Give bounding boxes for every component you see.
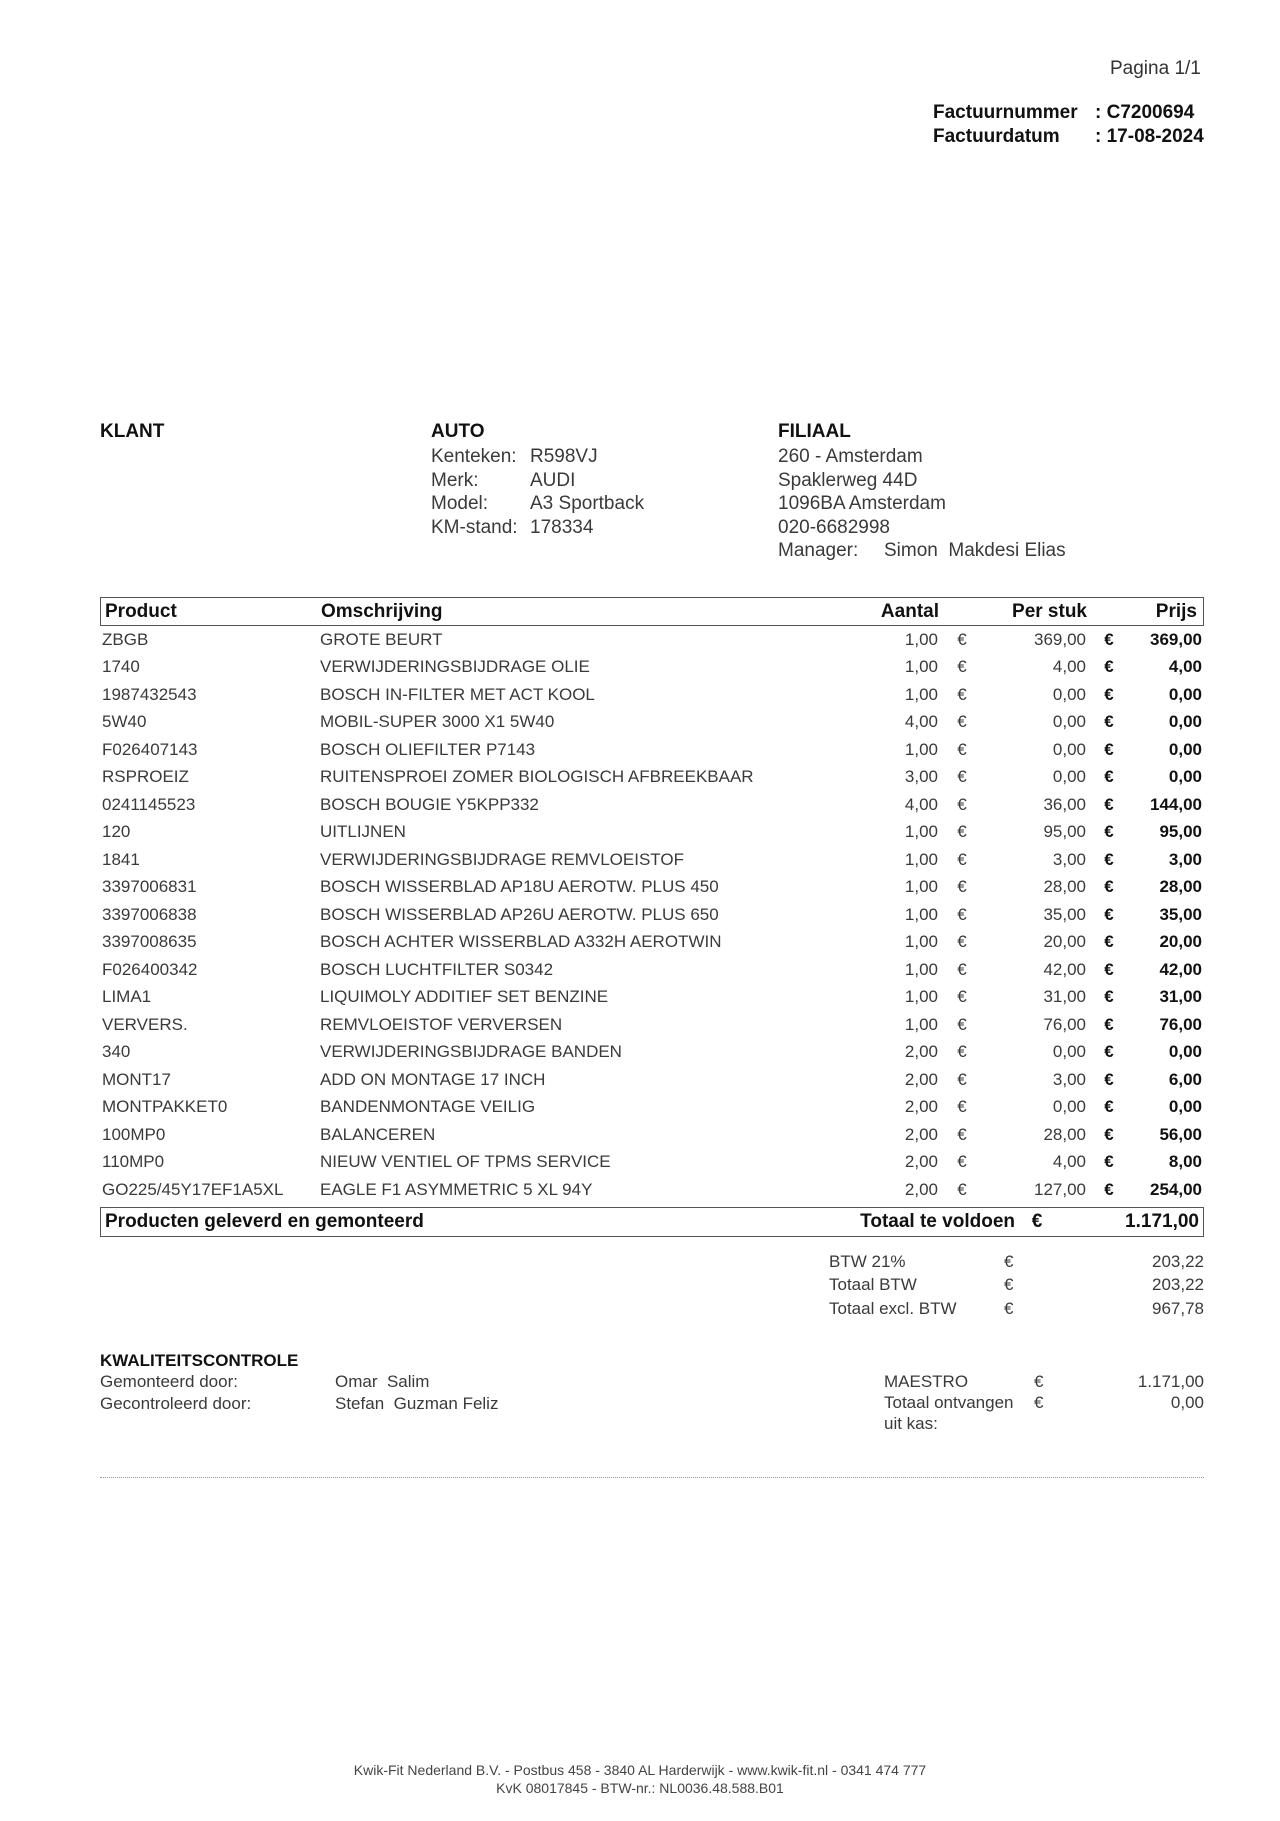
euro-icon: € bbox=[957, 904, 967, 924]
euro-icon: € bbox=[1004, 1251, 1014, 1271]
unit-price: 35,00 bbox=[1043, 904, 1086, 924]
euro-icon: € bbox=[957, 629, 967, 649]
product-code: 3397008635 bbox=[102, 932, 197, 952]
product-description: VERWIJDERINGSBIJDRAGE BANDEN bbox=[320, 1042, 622, 1062]
unit-price: 4,00 bbox=[1052, 1152, 1086, 1172]
product-code: 110MP0 bbox=[102, 1152, 165, 1172]
product-code: 3397006838 bbox=[102, 904, 197, 924]
quantity: 1,00 bbox=[904, 739, 938, 759]
euro-icon: € bbox=[957, 657, 967, 677]
euro-icon: € bbox=[1104, 1069, 1114, 1089]
footer-registration: KvK 08017845 - BTW-nr.: NL0036.48.588.B01 bbox=[496, 1780, 784, 1796]
branch-phone: 020-6682998 bbox=[778, 516, 890, 538]
table-row bbox=[100, 819, 1204, 847]
branch-manager: Simon Makdesi Elias bbox=[884, 540, 1066, 561]
product-code: RSPROEIZ bbox=[102, 767, 189, 787]
header-description: Omschrijving bbox=[321, 601, 443, 622]
euro-icon: € bbox=[1104, 822, 1114, 842]
header-unit-price: Per stuk bbox=[1012, 601, 1087, 622]
vehicle-field-label: Model: bbox=[431, 493, 489, 514]
branch-manager-row bbox=[778, 539, 1066, 563]
product-description: RUITENSPROEI ZOMER BIOLOGISCH AFBREEKBAAR bbox=[320, 767, 754, 787]
euro-icon: € bbox=[1104, 1097, 1114, 1117]
euro-icon: € bbox=[1104, 739, 1114, 759]
euro-icon: € bbox=[1004, 1298, 1014, 1318]
vat-label: Totaal excl. BTW bbox=[829, 1298, 957, 1318]
quantity: 1,00 bbox=[904, 849, 938, 869]
euro-icon: € bbox=[957, 1014, 967, 1034]
product-description: BOSCH LUCHTFILTER S0342 bbox=[320, 959, 554, 979]
table-header bbox=[100, 597, 1204, 626]
vat-row bbox=[829, 1274, 1204, 1298]
vehicle-field bbox=[431, 469, 644, 493]
quantity: 2,00 bbox=[904, 1124, 938, 1144]
line-price: 76,00 bbox=[1159, 1014, 1202, 1034]
product-code: VERVERS. bbox=[102, 1014, 188, 1034]
footer-address: Kwik-Fit Nederland B.V. - Postbus 458 - 3840 AL Harderwijk - www.kwik-fit.nl - 0341 474 777 bbox=[353, 1762, 927, 1778]
product-code: 100MP0 bbox=[102, 1124, 166, 1144]
quantity: 1,00 bbox=[904, 877, 938, 897]
cash-received-label-cont: uit kas: bbox=[884, 1414, 938, 1433]
table-row bbox=[100, 1149, 1204, 1177]
euro-icon: € bbox=[957, 1097, 967, 1117]
product-code: F026407143 bbox=[102, 739, 198, 759]
euro-icon: € bbox=[1104, 877, 1114, 897]
branch-name: 260 - Amsterdam bbox=[778, 446, 923, 467]
payment-row bbox=[884, 1371, 1204, 1392]
product-code: 1987432543 bbox=[102, 684, 197, 704]
euro-icon: € bbox=[1104, 1014, 1114, 1034]
euro-icon: € bbox=[957, 684, 967, 704]
table-row bbox=[100, 901, 1204, 929]
quantity: 1,00 bbox=[904, 932, 938, 952]
euro-icon: € bbox=[957, 932, 967, 952]
quantity: 2,00 bbox=[904, 1152, 938, 1172]
unit-price: 36,00 bbox=[1043, 794, 1086, 814]
euro-icon: € bbox=[1104, 684, 1114, 704]
invoice-date-row bbox=[933, 125, 1204, 149]
quantity: 4,00 bbox=[904, 794, 938, 814]
invoice-date: : 17-08-2024 bbox=[1095, 126, 1204, 147]
euro-icon: € bbox=[957, 1124, 967, 1144]
vat-summary bbox=[829, 1250, 1204, 1321]
euro-icon: € bbox=[1034, 1393, 1044, 1412]
payment-block bbox=[884, 1371, 1204, 1434]
table-row bbox=[100, 846, 1204, 874]
euro-icon: € bbox=[957, 1179, 967, 1199]
product-description: BOSCH BOUGIE Y5KPP332 bbox=[320, 794, 539, 814]
quantity: 1,00 bbox=[904, 1014, 938, 1034]
branch-title: FILIAAL bbox=[778, 421, 851, 442]
unit-price: 0,00 bbox=[1052, 767, 1086, 787]
delivery-note: Producten geleverd en gemonteerd bbox=[105, 1210, 424, 1232]
company-footer bbox=[0, 1761, 1280, 1797]
euro-icon: € bbox=[957, 822, 967, 842]
branch-block bbox=[778, 421, 1066, 563]
table-row bbox=[100, 736, 1204, 764]
vat-label: Totaal BTW bbox=[829, 1275, 917, 1295]
product-description: VERWIJDERINGSBIJDRAGE OLIE bbox=[320, 657, 590, 677]
unit-price: 31,00 bbox=[1043, 987, 1086, 1007]
euro-icon: € bbox=[1104, 629, 1114, 649]
euro-icon: € bbox=[1104, 987, 1114, 1007]
unit-price: 4,00 bbox=[1052, 657, 1086, 677]
table-row bbox=[100, 984, 1204, 1012]
product-description: BOSCH IN-FILTER MET ACT KOOL bbox=[320, 684, 595, 704]
table-row bbox=[100, 654, 1204, 682]
euro-icon: € bbox=[957, 877, 967, 897]
euro-icon: € bbox=[957, 767, 967, 787]
line-price: 144,00 bbox=[1150, 794, 1202, 814]
table-row bbox=[100, 929, 1204, 957]
euro-icon: € bbox=[957, 1069, 967, 1089]
vat-value: 967,78 bbox=[1152, 1298, 1204, 1318]
euro-icon: € bbox=[1004, 1275, 1014, 1295]
unit-price: 0,00 bbox=[1052, 712, 1086, 732]
table-row bbox=[100, 1039, 1204, 1067]
product-description: EAGLE F1 ASYMMETRIC 5 XL 94Y bbox=[320, 1179, 593, 1199]
euro-icon: € bbox=[1104, 657, 1114, 677]
euro-icon: € bbox=[1104, 904, 1114, 924]
product-description: REMVLOEISTOF VERVERSEN bbox=[320, 1014, 563, 1034]
branch-street: Spaklerweg 44D bbox=[778, 469, 918, 491]
vehicle-block bbox=[431, 421, 644, 539]
payment-row-continuation bbox=[884, 1413, 1204, 1434]
euro-icon: € bbox=[1104, 1152, 1114, 1172]
table-row bbox=[100, 791, 1204, 819]
quality-control-title: KWALITEITSCONTROLE bbox=[100, 1351, 299, 1370]
vehicle-field bbox=[431, 516, 644, 540]
unit-price: 0,00 bbox=[1052, 1097, 1086, 1117]
euro-icon: € bbox=[1031, 1210, 1043, 1232]
euro-icon: € bbox=[957, 1152, 967, 1172]
payment-row bbox=[884, 1392, 1204, 1413]
vat-row bbox=[829, 1250, 1204, 1274]
product-code: MONT17 bbox=[102, 1069, 171, 1089]
customer-title: KLANT bbox=[100, 421, 165, 442]
line-price: 8,00 bbox=[1168, 1152, 1202, 1172]
product-code: F026400342 bbox=[102, 959, 198, 979]
vat-value: 203,22 bbox=[1152, 1275, 1204, 1295]
line-price: 28,00 bbox=[1159, 877, 1202, 897]
table-row bbox=[100, 1066, 1204, 1094]
unit-price: 3,00 bbox=[1052, 1069, 1086, 1089]
euro-icon: € bbox=[1104, 849, 1114, 869]
table-row bbox=[100, 1176, 1204, 1204]
line-price: 6,00 bbox=[1168, 1069, 1202, 1089]
line-price: 31,00 bbox=[1159, 987, 1202, 1007]
line-price: 254,00 bbox=[1150, 1179, 1202, 1199]
mounted-by-label: Gemonteerd door: bbox=[100, 1372, 238, 1391]
vehicle-title: AUTO bbox=[431, 421, 485, 442]
line-items-table bbox=[100, 597, 1204, 1237]
line-price: 20,00 bbox=[1159, 932, 1202, 952]
quantity: 2,00 bbox=[904, 1042, 938, 1062]
payment-amount: 1.171,00 bbox=[1137, 1372, 1204, 1391]
invoice-number-row bbox=[933, 101, 1204, 125]
product-description: ADD ON MONTAGE 17 INCH bbox=[320, 1069, 546, 1089]
unit-price: 28,00 bbox=[1043, 877, 1086, 897]
line-price: 0,00 bbox=[1168, 684, 1202, 704]
quantity: 1,00 bbox=[904, 629, 938, 649]
euro-icon: € bbox=[1104, 1179, 1114, 1199]
header-price: Prijs bbox=[1155, 601, 1197, 622]
product-description: UITLIJNEN bbox=[320, 822, 406, 842]
product-description: BOSCH WISSERBLAD AP18U AEROTW. PLUS 450 bbox=[320, 877, 719, 897]
license-plate: R598VJ bbox=[530, 446, 598, 467]
quantity: 2,00 bbox=[904, 1097, 938, 1117]
product-description: GROTE BEURT bbox=[320, 629, 443, 649]
line-price: 0,00 bbox=[1168, 712, 1202, 732]
product-code: ZBGB bbox=[102, 629, 149, 649]
product-code: GO225/45Y17EF1A5XL bbox=[102, 1179, 284, 1199]
unit-price: 369,00 bbox=[1034, 629, 1086, 649]
line-price: 0,00 bbox=[1168, 767, 1202, 787]
vehicle-brand: AUDI bbox=[530, 469, 576, 491]
quantity: 1,00 bbox=[904, 987, 938, 1007]
unit-price: 76,00 bbox=[1043, 1014, 1086, 1034]
line-price: 56,00 bbox=[1159, 1124, 1202, 1144]
table-row bbox=[100, 956, 1204, 984]
vat-label: BTW 21% bbox=[829, 1251, 906, 1271]
cash-received-amount: 0,00 bbox=[1170, 1393, 1204, 1412]
invoice-date-label: Factuurdatum bbox=[933, 126, 1060, 147]
euro-icon: € bbox=[1104, 1042, 1114, 1062]
vehicle-field bbox=[431, 492, 644, 516]
product-code: MONTPAKKET0 bbox=[102, 1097, 228, 1117]
unit-price: 0,00 bbox=[1052, 1042, 1086, 1062]
vehicle-field bbox=[431, 445, 644, 469]
quantity: 2,00 bbox=[904, 1069, 938, 1089]
unit-price: 3,00 bbox=[1052, 849, 1086, 869]
cash-received-label: Totaal ontvangen bbox=[884, 1393, 1014, 1412]
invoice-meta bbox=[933, 101, 1204, 149]
vat-value: 203,22 bbox=[1152, 1251, 1204, 1271]
unit-price: 0,00 bbox=[1052, 739, 1086, 759]
checked-by-row bbox=[100, 1393, 498, 1415]
quantity: 1,00 bbox=[904, 822, 938, 842]
euro-icon: € bbox=[1104, 767, 1114, 787]
payment-method: MAESTRO bbox=[884, 1372, 969, 1391]
unit-price: 0,00 bbox=[1052, 684, 1086, 704]
invoice-number-label: Factuurnummer bbox=[933, 102, 1078, 123]
customer-block bbox=[100, 421, 164, 445]
line-price: 35,00 bbox=[1159, 904, 1202, 924]
line-price: 0,00 bbox=[1168, 1097, 1202, 1117]
unit-price: 28,00 bbox=[1043, 1124, 1086, 1144]
line-price: 4,00 bbox=[1168, 657, 1202, 677]
dotted-divider bbox=[100, 1477, 1204, 1478]
product-description: BANDENMONTAGE VEILIG bbox=[320, 1097, 536, 1117]
invoice-number: : C7200694 bbox=[1095, 102, 1195, 123]
euro-icon: € bbox=[957, 739, 967, 759]
line-price: 0,00 bbox=[1168, 739, 1202, 759]
euro-icon: € bbox=[957, 959, 967, 979]
table-row bbox=[100, 1121, 1204, 1149]
quantity: 1,00 bbox=[904, 904, 938, 924]
quantity: 1,00 bbox=[904, 657, 938, 677]
product-code: 3397006831 bbox=[102, 877, 197, 897]
quantity: 1,00 bbox=[904, 684, 938, 704]
quantity: 3,00 bbox=[904, 767, 938, 787]
checked-by-label: Gecontroleerd door: bbox=[100, 1394, 252, 1413]
mounted-by-row bbox=[100, 1371, 498, 1393]
vehicle-field-label: Kenteken: bbox=[431, 446, 517, 467]
table-row bbox=[100, 1094, 1204, 1122]
table-row bbox=[100, 709, 1204, 737]
vehicle-field-label: KM-stand: bbox=[431, 516, 518, 538]
odometer: 178334 bbox=[530, 516, 594, 538]
product-description: BOSCH WISSERBLAD AP26U AEROTW. PLUS 650 bbox=[320, 904, 719, 924]
euro-icon: € bbox=[957, 1042, 967, 1062]
table-row bbox=[100, 874, 1204, 902]
total-due-label: Totaal te voldoen bbox=[860, 1210, 1015, 1232]
product-code: 1841 bbox=[102, 849, 140, 869]
product-description: LIQUIMOLY ADDITIEF SET BENZINE bbox=[320, 987, 609, 1007]
product-description: BOSCH OLIEFILTER P7143 bbox=[320, 739, 536, 759]
product-description: BALANCEREN bbox=[320, 1124, 436, 1144]
header-product: Product bbox=[105, 601, 177, 622]
table-row bbox=[100, 764, 1204, 792]
euro-icon: € bbox=[1034, 1372, 1044, 1391]
quantity: 2,00 bbox=[904, 1179, 938, 1199]
quantity: 1,00 bbox=[904, 959, 938, 979]
euro-icon: € bbox=[1104, 794, 1114, 814]
table-row bbox=[100, 1011, 1204, 1039]
line-price: 95,00 bbox=[1159, 822, 1202, 842]
quality-control-block bbox=[100, 1351, 498, 1415]
unit-price: 20,00 bbox=[1043, 932, 1086, 952]
unit-price: 42,00 bbox=[1043, 959, 1086, 979]
checked-by: Stefan Guzman Feliz bbox=[335, 1394, 499, 1413]
product-code: 120 bbox=[102, 822, 131, 842]
product-description: BOSCH ACHTER WISSERBLAD A332H AEROTWIN bbox=[320, 932, 722, 952]
line-price: 3,00 bbox=[1168, 849, 1202, 869]
unit-price: 95,00 bbox=[1043, 822, 1086, 842]
euro-icon: € bbox=[957, 794, 967, 814]
product-code: 1740 bbox=[102, 657, 140, 677]
product-code: 340 bbox=[102, 1042, 131, 1062]
branch-manager-label: Manager: bbox=[778, 540, 859, 561]
unit-price: 127,00 bbox=[1034, 1179, 1086, 1199]
header-quantity: Aantal bbox=[880, 601, 939, 622]
quantity: 4,00 bbox=[904, 712, 938, 732]
branch-city: 1096BA Amsterdam bbox=[778, 493, 946, 514]
euro-icon: € bbox=[1104, 959, 1114, 979]
product-code: 0241145523 bbox=[102, 794, 196, 814]
line-price: 0,00 bbox=[1168, 1042, 1202, 1062]
euro-icon: € bbox=[1104, 1124, 1114, 1144]
table-body bbox=[100, 626, 1204, 1204]
euro-icon: € bbox=[957, 849, 967, 869]
product-code: LIMA1 bbox=[102, 987, 152, 1007]
euro-icon: € bbox=[1104, 712, 1114, 732]
product-description: VERWIJDERINGSBIJDRAGE REMVLOEISTOF bbox=[320, 849, 684, 869]
table-row bbox=[100, 626, 1204, 654]
line-price: 369,00 bbox=[1150, 629, 1202, 649]
vat-row bbox=[829, 1297, 1204, 1321]
vehicle-model: A3 Sportback bbox=[530, 493, 645, 514]
euro-icon: € bbox=[1104, 932, 1114, 952]
product-code: 5W40 bbox=[102, 712, 147, 732]
euro-icon: € bbox=[957, 712, 967, 732]
table-row bbox=[100, 681, 1204, 709]
mounted-by: Omar Salim bbox=[335, 1372, 430, 1391]
product-description: NIEUW VENTIEL OF TPMS SERVICE bbox=[320, 1152, 611, 1172]
vehicle-field-label: Merk: bbox=[431, 469, 479, 491]
total-due: 1.171,00 bbox=[1125, 1210, 1199, 1232]
euro-icon: € bbox=[957, 987, 967, 1007]
page-indicator: Pagina 1/1 bbox=[1110, 58, 1201, 79]
table-footer bbox=[100, 1207, 1204, 1237]
product-description: MOBIL-SUPER 3000 X1 5W40 bbox=[320, 712, 555, 732]
line-price: 42,00 bbox=[1159, 959, 1202, 979]
